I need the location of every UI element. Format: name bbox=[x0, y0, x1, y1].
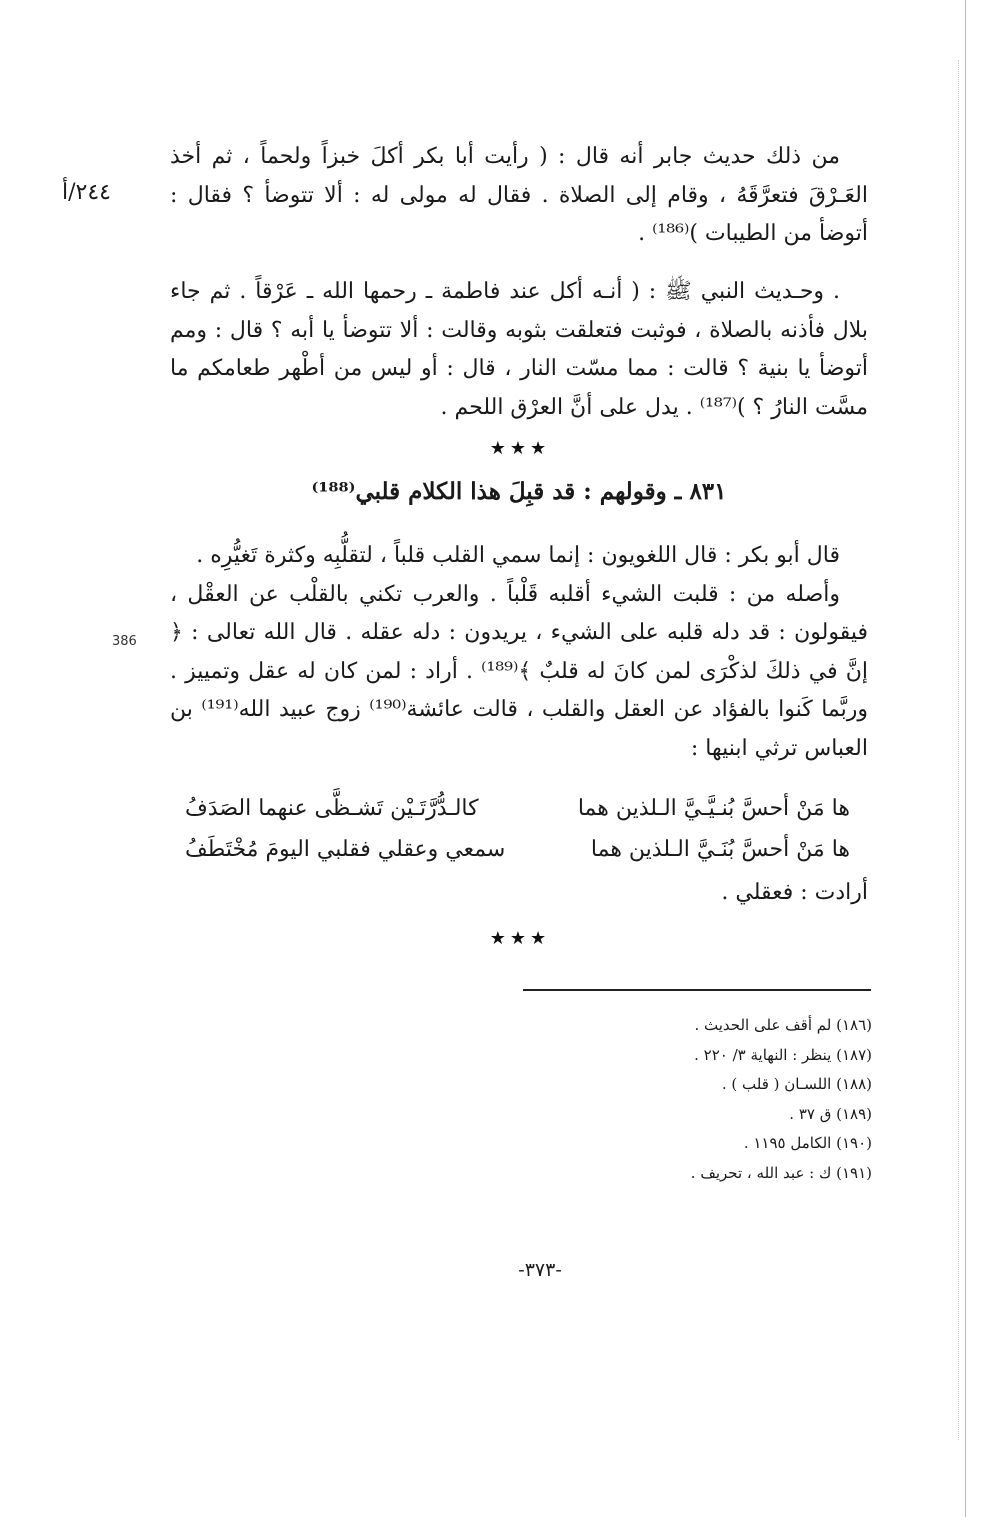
footnote: (١٨٩) ق ٣٧ . bbox=[789, 1104, 872, 1123]
footnote: (١٨٧) ينظر : النهاية ٣/ ٢٢٠ . bbox=[694, 1045, 872, 1064]
paragraph-jabir-hadith bbox=[170, 138, 868, 254]
footnote: (١٨٨) اللسـان ( قلب ) . bbox=[721, 1075, 872, 1093]
folio-reference: ٢٤٤/أ bbox=[62, 180, 111, 205]
footnote: (١٩١) ك : عبد الله ، تحريف . bbox=[690, 1163, 872, 1182]
page-marker: 386 bbox=[112, 634, 137, 649]
section-separator: ★★★ bbox=[489, 928, 551, 949]
paragraph-text: من ذلك حديث جابر أنه قال : ( رأيت أبا بكر أكلَ خبزاً ولحماً ، ثم أخذ العَـرْقَ فتعرَّقَهُ ، وقام إلى الصلاة . فقال له مولى له : ألا تتوضأ ؟ فقال : أتوضأ من الطيبات )⁽¹⁸⁶⁾ . bbox=[170, 144, 868, 246]
scan-edge-line bbox=[965, 0, 966, 1517]
footnote: (١٩٠) الكامل ١١٩٥ . bbox=[743, 1134, 872, 1152]
paragraph-text: قال أبو بكر : قال اللغويون : إنما سمي القلب قلباً ، لتقلُّبِه وكثرة تَغيُّرِه . bbox=[196, 543, 840, 568]
poem-verse bbox=[185, 837, 850, 875]
paragraph-prophet-hadith bbox=[170, 273, 868, 427]
verse-commentary: أرادت : فعقلي . bbox=[721, 880, 868, 905]
page-number: -٣٧٣- bbox=[518, 1259, 562, 1281]
scan-edge-dotted-line bbox=[958, 60, 960, 1440]
paragraph-text: وأصله من : قلبت الشيء أقلبه قَلْباً . والعرب تكني بالقلْب عن العقْل ، فيقولون : قد دله قلبه على الشيء ، يريدون : دله عقله . قال الله تعالى : ﴿ إنَّ في ذلكَ لذكْرَى لمن كانَ له قلبٌ ﴾⁽¹⁸⁹⁾ . أراد : لمن كان له عقل وتمييز . وربَّما كَنوا بالفؤاد عن العقل والقلب ، قالت عائشة⁽¹⁹⁰⁾ زوج عبيد الله⁽¹⁹¹⁾ بن العباس ترثي ابنيها : bbox=[170, 581, 868, 761]
paragraph-text: . وحـديث النبي ﷺ : ( أنـه أكل عند فاطمة ـ رحمها الله ـ عَرْقاً . ثم جاء بلال فأذنه بالصلاة ، فوثبت فتعلقت بثوبه وقالت : ألا تتوضأ يا أبه ؟ قال : ومم أتوضأ يا بنية ؟ قالت : مما مسّت النار ، قال : أو ليس من أطْهر طعامكم ما مسَّت النارُ ؟ )⁽¹⁸⁷⁾ . يدل على أنَّ العرْق اللحم . bbox=[170, 279, 868, 420]
section-separator: ★★★ bbox=[489, 438, 551, 459]
verse-first-hemistich: ها مَنْ أحسَّ بُنـيَّـيَّ الـلذين هما bbox=[577, 796, 850, 821]
poem-verse bbox=[185, 796, 850, 834]
footnotes bbox=[500, 1011, 872, 1188]
entry-heading: ٨٣١ ـ وقولهم : قد قبِلَ هذا الكلام قلبي⁽¹⁸⁸⁾ bbox=[311, 478, 727, 505]
entry-body bbox=[170, 537, 868, 768]
verse-first-hemistich: ها مَنْ أحسَّ بُنَـيَّ الـلذين هما bbox=[590, 837, 850, 862]
verse-second-hemistich: كالـدُّرَّتَـيْن تَشـظَّى عنهما الصَدَفُ bbox=[185, 796, 479, 821]
verse-second-hemistich: سمعي وعقلي فقلبي اليومَ مُخْتَطَفُ bbox=[185, 837, 506, 862]
footnote-divider bbox=[523, 989, 871, 991]
footnote: (١٨٦) لم أقف على الحديث . bbox=[694, 1016, 872, 1034]
